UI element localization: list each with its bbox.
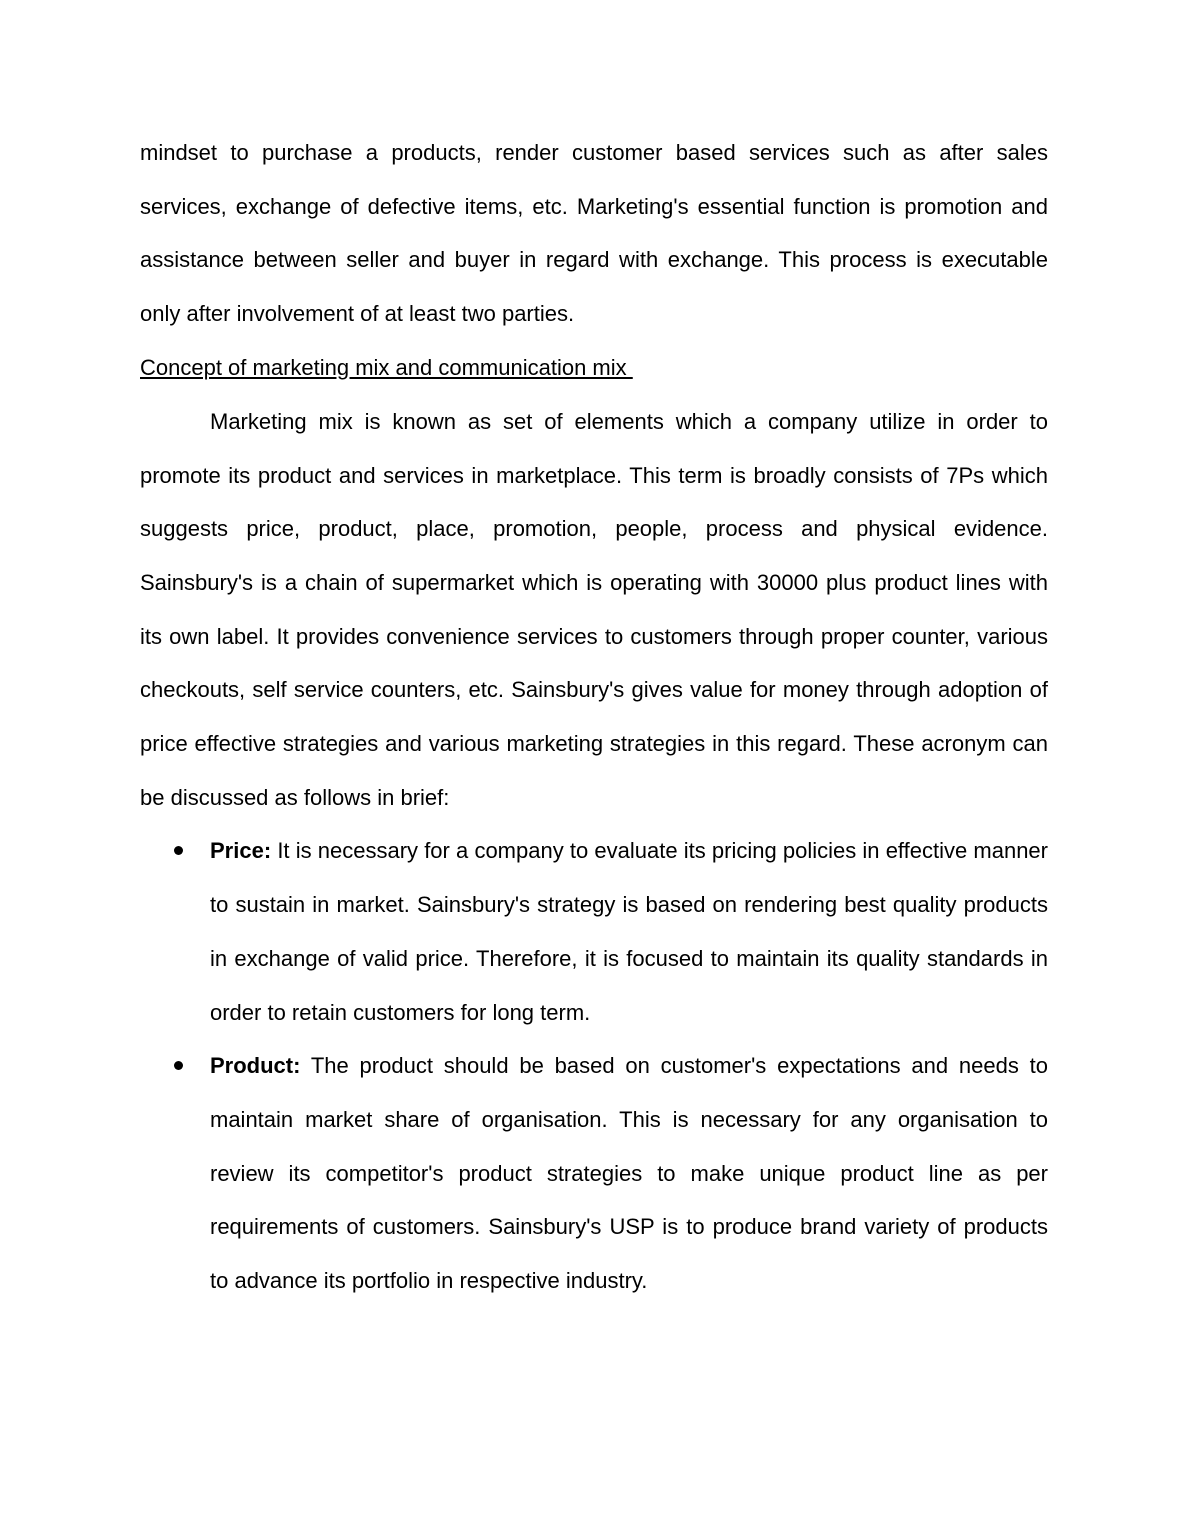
bullet-dot-icon (174, 1061, 183, 1070)
bullet-dot-icon (174, 846, 183, 855)
bullet-paragraph (210, 824, 1048, 1039)
section-heading-container (140, 355, 1048, 393)
bullet-term-product: Product: (210, 1053, 301, 1079)
bullet-item-product (140, 1039, 1048, 1308)
bullet-item-price (140, 824, 1048, 1039)
bullet-text-price: It is necessary for a company to evaluate its pricing policies in effective manner to sustain in market. Sainsbury's strategy is based on rendering best quality products in exchange of valid price. Therefore, it is focused to maintain its quality standards in order to retain customers for long term. (210, 838, 1048, 1025)
marketing-mix-paragraph: Marketing mix is known as set of elements which a company utilize in order to promote its product and services in marketplace. This term is broadly consists of 7Ps which suggests price, product, place, promotion, people, process and physical evidence. Sainsbury's is a chain of supermarket which is operating with 30000 plus product lines with its own label. It provides convenience services to customers through proper counter, various checkouts, self service counters, etc. Sainsbury's gives value for money through adoption of price effective strategies and various marketing strategies in this regard. These acronym can be discussed as follows in brief: (140, 408, 1048, 810)
bullet-text-product: The product should be based on customer's expectations and needs to maintain market share of organisation. This is necessary for any organisation to review its competitor's product strategies to make unique product line as per requirements of customers. Sainsbury's USP is to produce brand variety of products to advance its portfolio in respective industry. (210, 1053, 1048, 1294)
document-page (140, 126, 1048, 1308)
marketing-mix-bullet-list (140, 824, 1048, 1307)
bullet-paragraph (210, 1039, 1048, 1308)
section-heading: Concept of marketing mix and communication mix (140, 354, 633, 380)
intro-paragraph: mindset to purchase a products, render customer based services such as after sales services, exchange of defective items, etc. Marketing's essential function is promotion and assistance between seller and buyer in regard with exchange. This process is executable only after involvement of at least two parties. (140, 140, 1048, 327)
bullet-term-price: Price: (210, 838, 272, 864)
